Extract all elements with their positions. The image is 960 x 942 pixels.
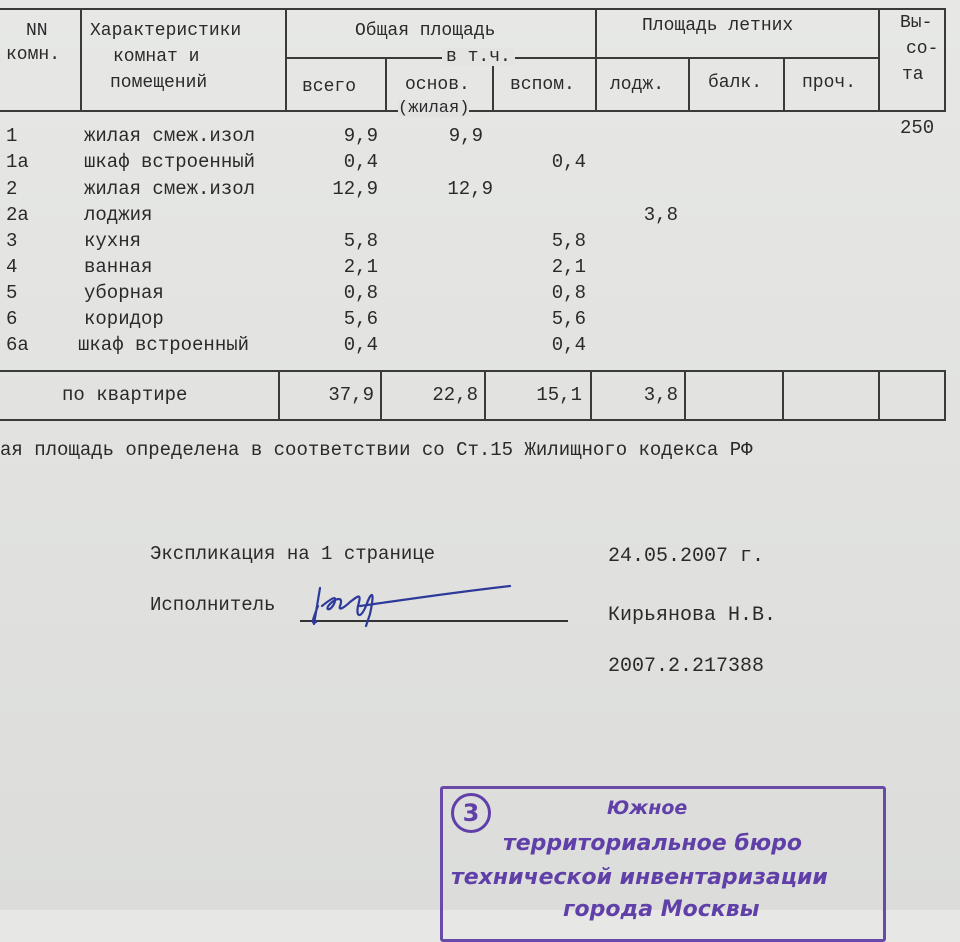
col-divider	[944, 370, 946, 421]
col-divider	[782, 370, 784, 421]
col-divider	[595, 8, 597, 110]
totals-top-border	[0, 370, 946, 372]
row-name: шкаф встроенный	[78, 334, 250, 356]
row-nn: 1а	[6, 151, 29, 173]
row-name: шкаф встроенный	[84, 151, 256, 173]
stamp-line-1: Южное	[607, 797, 688, 819]
bti-stamp	[440, 786, 886, 942]
row-vspom: 0,4	[551, 151, 586, 173]
row-vspom: 0,8	[551, 282, 586, 304]
row-vspom: 0,4	[551, 334, 586, 356]
header-balk: балк.	[708, 73, 763, 93]
col-divider	[484, 370, 486, 421]
row-name: жилая смеж.изол	[84, 125, 256, 147]
signature	[300, 576, 530, 636]
document-number: 2007.2.217388	[608, 655, 765, 678]
totals-vsego: 37,9	[328, 384, 374, 406]
row-nn: 2	[6, 178, 18, 200]
header-osnov: основ.	[405, 75, 470, 95]
header-height-2: со-	[906, 39, 939, 59]
header-vspom: вспом.	[510, 75, 575, 95]
header-characteristics: Характеристики	[90, 21, 242, 41]
col-divider	[385, 57, 387, 110]
col-divider	[878, 8, 880, 110]
header-total-area: Общая площадь	[355, 21, 496, 41]
col-divider	[285, 8, 287, 110]
row-vsego: 5,6	[343, 308, 378, 330]
row-vspom: 2,1	[551, 256, 586, 278]
col-divider	[80, 8, 82, 110]
row-vsego: 12,9	[332, 178, 378, 200]
totals-osnov: 22,8	[432, 384, 478, 406]
col-divider	[783, 57, 785, 110]
row-name: лоджия	[84, 204, 153, 226]
row-nn: 3	[6, 230, 18, 252]
row-vsego: 0,8	[343, 282, 378, 304]
stamp-line-4: города Москвы	[563, 897, 760, 922]
row-name: жилая смеж.изол	[84, 178, 256, 200]
header-osnov-zhilaya: (жилая)	[398, 99, 470, 118]
row-nn: 4	[6, 256, 18, 278]
stamp-number: 3	[451, 793, 491, 833]
row-osnov: 9,9	[448, 125, 483, 147]
row-nn: 6	[6, 308, 18, 330]
row-vspom: 5,8	[551, 230, 586, 252]
header-nn-komn: комн.	[6, 45, 61, 65]
row-height: 250	[900, 117, 935, 139]
totals-label: по квартире	[62, 384, 188, 406]
row-vsego: 0,4	[343, 334, 378, 356]
executor-label: Исполнитель	[150, 594, 276, 616]
header-subdivider	[285, 57, 880, 59]
header-characteristics-3: помещений	[110, 73, 208, 93]
header-characteristics-2: комнат и	[113, 47, 200, 67]
col-divider	[688, 57, 690, 110]
col-divider	[278, 370, 280, 421]
explication-pages: Экспликация на 1 странице	[150, 543, 436, 565]
totals-bottom-border	[0, 419, 946, 421]
row-name: уборная	[84, 282, 164, 304]
row-vsego: 5,8	[343, 230, 378, 252]
col-divider	[878, 370, 880, 421]
row-lodzh: 3,8	[643, 204, 678, 226]
header-vsego: всего	[302, 77, 357, 97]
header-height-3: та	[902, 65, 924, 85]
row-name: ванная	[84, 256, 153, 278]
row-nn: 2а	[6, 204, 29, 226]
stamp-line-3: технической инвентаризации	[451, 865, 828, 890]
totals-lodzh: 3,8	[643, 384, 678, 406]
header-lodzh: лодж.	[610, 75, 665, 95]
row-name: коридор	[84, 308, 164, 330]
row-osnov: 12,9	[447, 178, 493, 200]
executor-name: Кирьянова Н.В.	[608, 604, 777, 627]
header-incl: в т.ч.	[442, 48, 515, 66]
header-proch: проч.	[802, 73, 857, 93]
legal-note: ая площадь определена в соответствии со Ст.15 Жилищного кодекса РФ	[0, 439, 753, 461]
header-height-1: Вы-	[900, 13, 933, 33]
header-summer-area: Площадь летних	[642, 16, 794, 36]
stamp-line-2: территориальное бюро	[503, 831, 802, 856]
col-divider	[590, 370, 592, 421]
col-divider	[380, 370, 382, 421]
header-nn: NN	[26, 21, 48, 41]
row-name: кухня	[84, 230, 142, 252]
row-vsego: 9,9	[343, 125, 378, 147]
row-nn: 6а	[6, 334, 29, 356]
row-vsego: 2,1	[343, 256, 378, 278]
row-vsego: 0,4	[343, 151, 378, 173]
header-bottom-border	[0, 110, 946, 112]
row-vspom: 5,6	[551, 308, 586, 330]
totals-vspom: 15,1	[536, 384, 582, 406]
row-nn: 1	[6, 125, 18, 147]
col-divider	[944, 8, 946, 110]
row-nn: 5	[6, 282, 18, 304]
table-top-border	[0, 8, 946, 10]
col-divider	[684, 370, 686, 421]
document-date: 24.05.2007 г.	[608, 545, 765, 568]
